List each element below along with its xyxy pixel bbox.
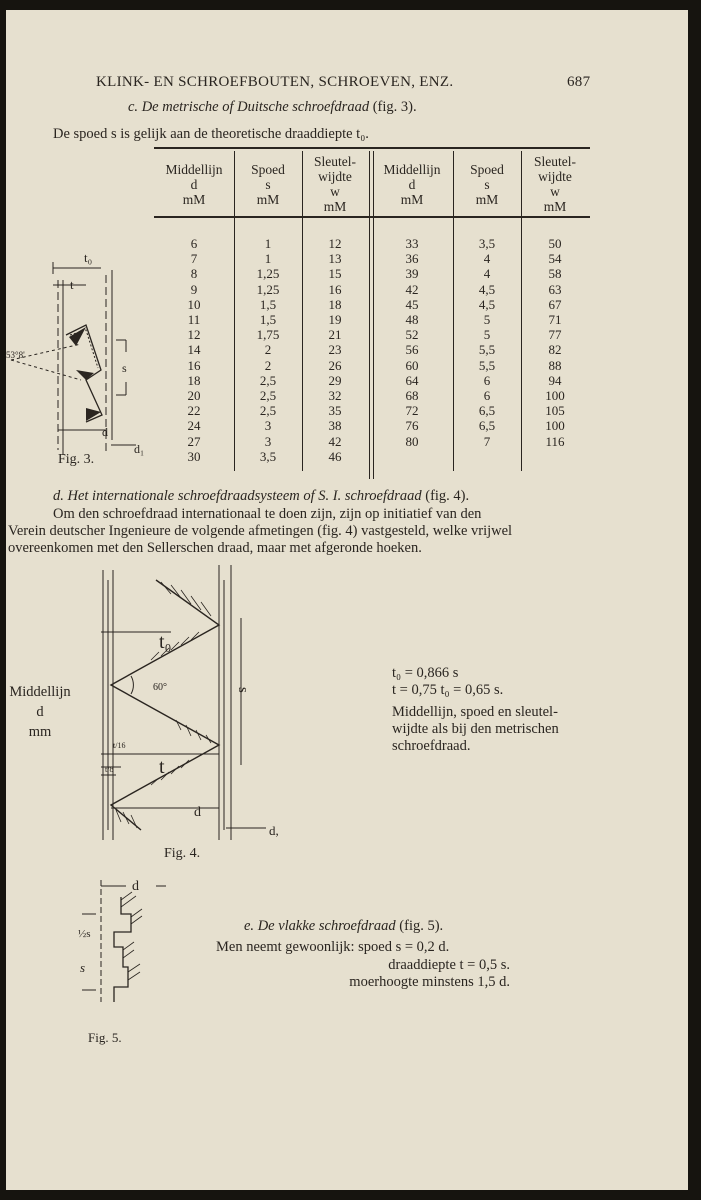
fig3-caption: Fig. 3. — [58, 452, 95, 467]
table-header-line: mM — [182, 192, 206, 207]
table-cell-diameter: 24 — [187, 418, 201, 434]
table-cell-diameter: 11 — [187, 312, 201, 327]
section-e-heading — [244, 918, 443, 935]
section-e-line3: moerhoogte minstens 1,5 d. — [349, 974, 510, 990]
fig3-label-d1: d₁ — [134, 442, 145, 456]
table-header-line: Middellijn — [383, 162, 441, 177]
table-header-line: wijdte — [318, 169, 352, 184]
table-cell-pitch: 6,5 — [478, 403, 496, 419]
table-cell-diameter: 18 — [187, 372, 201, 388]
fig4-caption: Fig. 4. — [164, 846, 201, 861]
fig5-caption: Fig. 5. — [88, 1030, 122, 1045]
margin-label — [4, 682, 76, 742]
table-cell-pitch: 1,75 — [256, 327, 280, 343]
fig3-angle: 53°8' — [6, 350, 25, 360]
table-cell-wrench: 58 — [548, 266, 562, 282]
table-header-cell — [377, 162, 447, 207]
table-cell-wrench: 100 — [545, 418, 565, 434]
table-cell-pitch: 3 — [264, 418, 272, 434]
section-c-letter: c. — [128, 99, 139, 115]
table-cell-pitch: 4 — [483, 266, 491, 282]
table-header-line: mM — [475, 192, 499, 207]
table-cell-wrench: 12 — [328, 236, 342, 251]
table-cell-wrench: 94 — [548, 372, 562, 388]
table-cell-pitch: 1 — [264, 236, 272, 251]
fig3-label-t0: t₀ — [84, 250, 93, 265]
section-c-heading — [128, 99, 417, 116]
table-cell-wrench: 23 — [328, 342, 342, 358]
table-cell-pitch: 5,5 — [478, 342, 496, 358]
table-cell-pitch: 3,5 — [478, 236, 496, 251]
table-cell-wrench: 32 — [328, 388, 342, 403]
table-cell-pitch: 1,5 — [259, 312, 277, 327]
fig4-note-line3: schroefdraad. — [392, 738, 471, 754]
table-header-line: d — [190, 177, 198, 192]
fig5-label-d: d — [132, 879, 139, 894]
table-header-line: d — [408, 177, 416, 192]
table-cell-diameter: 56 — [405, 342, 419, 358]
table-cell-wrench: 46 — [328, 448, 342, 464]
table-cell-pitch: 6 — [483, 372, 491, 388]
table-cell-pitch: 3,5 — [259, 448, 277, 464]
section-c-ref: (fig. 3). — [372, 99, 417, 115]
section-d-letter: d. — [53, 488, 64, 504]
fig4-label-s: s — [235, 687, 251, 693]
section-e-title: De vlakke schroefdraad — [257, 918, 396, 934]
section-d-para-line2: Verein deutscher Ingenieure de volgende afmetingen (fig. 4) vastgesteld, welke vrijwel — [8, 523, 513, 539]
table-cell-wrench: 63 — [548, 281, 562, 297]
table-cell-diameter: 33 — [405, 236, 419, 251]
section-d-para-line1: Om den schroefdraad internationaal te doen zijn, zijn op initiatief van den — [53, 506, 482, 522]
fig4-label-d1: d, — [269, 823, 279, 838]
table-cell-pitch: 2,5 — [259, 388, 277, 403]
fig4-note-line2: wijdte als bij den metrischen — [392, 721, 559, 737]
table-header-line: Spoed — [251, 162, 285, 177]
table-cell-pitch: 5 — [483, 312, 491, 327]
table-cell-diameter: 30 — [187, 448, 201, 464]
section-d-heading — [53, 488, 469, 505]
fig5-thread-diagram — [66, 872, 186, 1022]
table-cell-pitch: 1 — [264, 251, 272, 267]
fig4-equation-t0: t₀ = 0,866 s — [392, 665, 459, 681]
table-cell-wrench: 26 — [328, 357, 342, 373]
table-cell-wrench: 13 — [328, 251, 342, 267]
fig4-frac-t8: t/8 — [105, 765, 114, 774]
table-cell-diameter: 8 — [190, 266, 198, 282]
margin-label-line3: mm — [28, 724, 52, 740]
table-cell-wrench: 16 — [328, 281, 342, 297]
section-e-ref: (fig. 5). — [399, 918, 444, 934]
table-header-line: Sleutel- — [534, 154, 576, 169]
fig4-frac-t16: t/16 — [113, 741, 126, 750]
table-top-rule — [154, 147, 590, 149]
table-cell-pitch: 4,5 — [478, 296, 496, 312]
table-cell-diameter: 48 — [405, 312, 419, 327]
table-cell-wrench: 54 — [548, 251, 562, 267]
table-cell-wrench: 21 — [328, 327, 342, 343]
table-cell-pitch: 4,5 — [478, 281, 496, 297]
table-cell-diameter: 10 — [187, 296, 201, 312]
table-cell-wrench: 67 — [548, 296, 562, 312]
table-cell-pitch: 5,5 — [478, 357, 496, 373]
table-header-cell — [520, 154, 590, 214]
table-header-line: mM — [543, 199, 567, 214]
table-cell-diameter: 60 — [405, 357, 419, 373]
table-cell-pitch: 1,25 — [256, 281, 280, 297]
section-e-line1: Men neemt gewoonlijk: spoed s = 0,2 d. — [216, 939, 450, 955]
margin-label-line2: d — [36, 704, 44, 720]
table-header-rule — [154, 216, 590, 218]
table-header-line: wijdte — [538, 169, 572, 184]
table-cell-diameter: 39 — [405, 266, 419, 282]
fig4-angle: 60° — [153, 682, 167, 693]
table-cell-diameter: 64 — [405, 372, 419, 388]
table-cell-pitch: 1,25 — [256, 266, 280, 282]
table-cell-wrench: 18 — [328, 296, 342, 312]
table-header-cell — [300, 154, 370, 214]
section-d-title: Het internationale schroefdraadsysteem of S. I. schroefdraad — [67, 488, 422, 504]
table-cell-pitch: 2 — [264, 357, 272, 373]
table-cell-wrench: 105 — [545, 403, 565, 419]
fig4-label-t: t — [159, 756, 165, 778]
table-cell-diameter: 7 — [190, 251, 198, 267]
table-cell-pitch: 4 — [483, 251, 491, 267]
table-cell-wrench: 38 — [328, 418, 342, 434]
table-cell-diameter: 27 — [187, 433, 201, 449]
table-cell-wrench: 35 — [328, 403, 342, 419]
fig3-thread-diagram — [6, 240, 156, 480]
table-cell-diameter: 72 — [405, 403, 419, 419]
table-cell-wrench: 88 — [548, 357, 562, 373]
table-cell-diameter: 16 — [187, 357, 201, 373]
fig3-label-d: d — [102, 425, 108, 439]
table-header-cell — [233, 162, 303, 207]
section-c-title: De metrische of Duitsche schroefdraad — [141, 99, 370, 115]
table-header-line: mM — [323, 199, 347, 214]
table-header-line: mM — [256, 192, 280, 207]
table-header-line: s — [484, 177, 490, 192]
book-page — [6, 10, 688, 1190]
table-cell-wrench: 42 — [328, 433, 342, 449]
fig3-label-s: s — [122, 361, 127, 375]
table-cell-diameter: 6 — [190, 236, 198, 251]
table-cell-diameter: 76 — [405, 418, 419, 434]
table-cell-wrench: 29 — [328, 372, 342, 388]
section-d-para-line3: overeenkomen met den Sellerschen draad, maar met afgeronde hoeken. — [8, 540, 422, 556]
section-c-line: De spoed s is gelijk aan de theoretische draaddiepte t₀. — [53, 126, 369, 142]
table-cell-wrench: 82 — [548, 342, 562, 358]
table-header-line: Spoed — [470, 162, 504, 177]
table-cell-pitch: 2,5 — [259, 403, 277, 419]
section-d-ref: (fig. 4). — [425, 488, 470, 504]
table-header-line: Sleutel- — [314, 154, 356, 169]
table-header-cell — [452, 162, 522, 207]
table-cell-pitch: 3 — [264, 433, 272, 449]
table-cell-wrench: 100 — [545, 388, 565, 403]
table-cell-diameter: 52 — [405, 327, 419, 343]
table-cell-wrench: 77 — [548, 327, 562, 343]
running-title: KLINK- EN SCHROEFBOUTEN, SCHROEVEN, ENZ. — [96, 74, 454, 90]
fig4-label-d: d — [194, 805, 201, 820]
table-cell-diameter: 9 — [190, 281, 198, 297]
margin-label-line1: Middellijn — [9, 684, 71, 700]
table-header-line: w — [330, 184, 340, 199]
section-e-line2: draaddiepte t = 0,5 s. — [388, 957, 510, 973]
table-cell-diameter: 22 — [187, 403, 201, 419]
table-cell-wrench: 50 — [548, 236, 562, 251]
table-header-cell — [159, 162, 229, 207]
table-header-line: Middellijn — [165, 162, 223, 177]
table-cell-wrench: 116 — [545, 433, 565, 449]
table-cell-diameter: 42 — [405, 281, 419, 297]
table-cell-diameter: 36 — [405, 251, 419, 267]
table-header-line: mM — [400, 192, 424, 207]
table-cell-diameter: 80 — [405, 433, 419, 449]
table-cell-wrench: 71 — [548, 312, 562, 327]
table-cell-diameter: 68 — [405, 388, 419, 403]
table-cell-pitch: 5 — [483, 327, 491, 343]
table-cell-pitch: 2 — [264, 342, 272, 358]
table-cell-diameter: 14 — [187, 342, 201, 358]
table-cell-pitch: 6,5 — [478, 418, 496, 434]
table-cell-pitch: 2,5 — [259, 372, 277, 388]
table-header-line: s — [265, 177, 271, 192]
fig4-label-t0: t₀ — [159, 631, 172, 653]
table-cell-wrench: 19 — [328, 312, 342, 327]
page-number: 687 — [567, 74, 591, 90]
fig4-thread-diagram — [91, 560, 291, 855]
table-header-line: w — [550, 184, 560, 199]
table-cell-pitch: 7 — [483, 433, 491, 449]
fig4-equation-t: t = 0,75 t₀ = 0,65 s. — [392, 682, 504, 698]
table-cell-pitch: 1,5 — [259, 296, 277, 312]
table-cell-diameter: 20 — [187, 388, 201, 403]
table-cell-wrench: 15 — [328, 266, 342, 282]
table-cell-diameter: 45 — [405, 296, 419, 312]
fig5-label-s: s — [80, 960, 86, 975]
table-cell-pitch: 6 — [483, 388, 491, 403]
table-cell-diameter: 12 — [187, 327, 201, 343]
fig5-label-half-s: ½s — [78, 928, 91, 940]
section-e-letter: e. — [244, 918, 255, 934]
fig3-label-t: t — [70, 277, 74, 292]
fig4-note-line1: Middellijn, spoed en sleutel- — [392, 704, 558, 720]
